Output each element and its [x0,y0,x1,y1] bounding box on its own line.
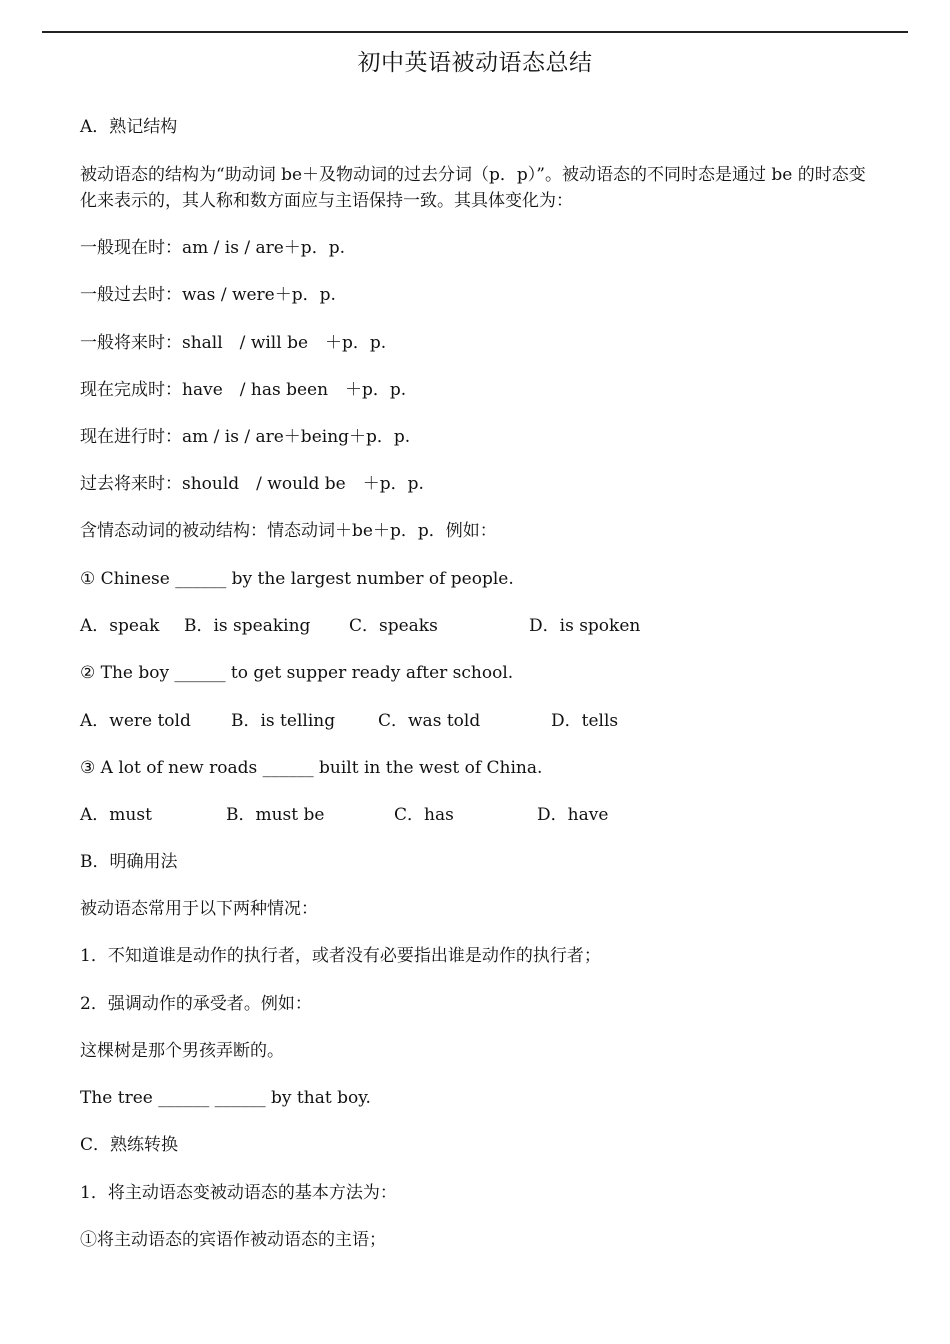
section-b-intro: 被动语态常用于以下两种情况： [80,899,318,919]
tense-line: 过去将来时：should / would be ＋p．p. [80,474,424,494]
tense-line: 一般过去时：was / were＋p．p. [80,285,336,305]
question-options [80,802,608,828]
question-stem: ① Chinese ______ by the largest number of people. [80,569,514,589]
option: D．is spoken [529,616,641,636]
section-b-heading: B．明确用法 [80,852,178,872]
option: D．tells [551,711,619,731]
section-a-intro: 被动语态的结构为“助动词 be＋及物动词的过去分词（p．p）”。被动语态的不同时态是通过 be 的时态变化来表示的，其人称和数方面应与主语保持一致。其具体变化为： [80,165,866,211]
document-title: 初中英语被动语态总结 [357,50,593,76]
question-options [80,708,618,734]
tense-line: 现在进行时：am / is / are＋being＋p．p. [80,427,411,447]
option: B．is telling [231,711,336,731]
option: C．speaks [349,616,438,636]
usage-item: 2．强调动作的承受者。例如： [80,994,312,1014]
usage-item: 1．不知道谁是动作的执行者，或者没有必要指出谁是动作的执行者； [80,946,601,966]
option: B．is speaking [184,616,311,636]
section-a-heading: A．熟记结构 [80,117,178,137]
question-stem: ② The boy ______ to get supper ready after school. [80,663,514,683]
option: B．must be [226,805,325,825]
conversion-item: 1．将主动语态变被动语态的基本方法为： [80,1183,397,1203]
question-options [80,613,640,639]
modal-structure-line: 含情态动词的被动结构：情态动词＋be＋p．p．例如： [80,521,497,541]
option: C．was told [378,711,481,731]
question-stem: ③ A lot of new roads ______ built in the west of China. [80,758,543,778]
option: A．must [80,805,152,825]
tense-line: 一般将来时：shall / will be ＋p．p. [80,333,387,353]
tense-line: 一般现在时：am / is / are＋p．p. [80,238,345,258]
option: D．have [537,805,609,825]
section-c-heading: C．熟练转换 [80,1135,179,1155]
option: A．speak [80,616,160,636]
option: C．has [394,805,454,825]
example-english: The tree ______ ______ by that boy. [80,1088,371,1108]
tense-line: 现在完成时：have / has been ＋p．p. [80,380,407,400]
option: A．were told [80,711,191,731]
header-rule [42,31,908,33]
example-chinese: 这棵树是那个男孩弄断的。 [80,1041,284,1061]
conversion-item: ①将主动语态的宾语作被动语态的主语； [80,1230,386,1250]
